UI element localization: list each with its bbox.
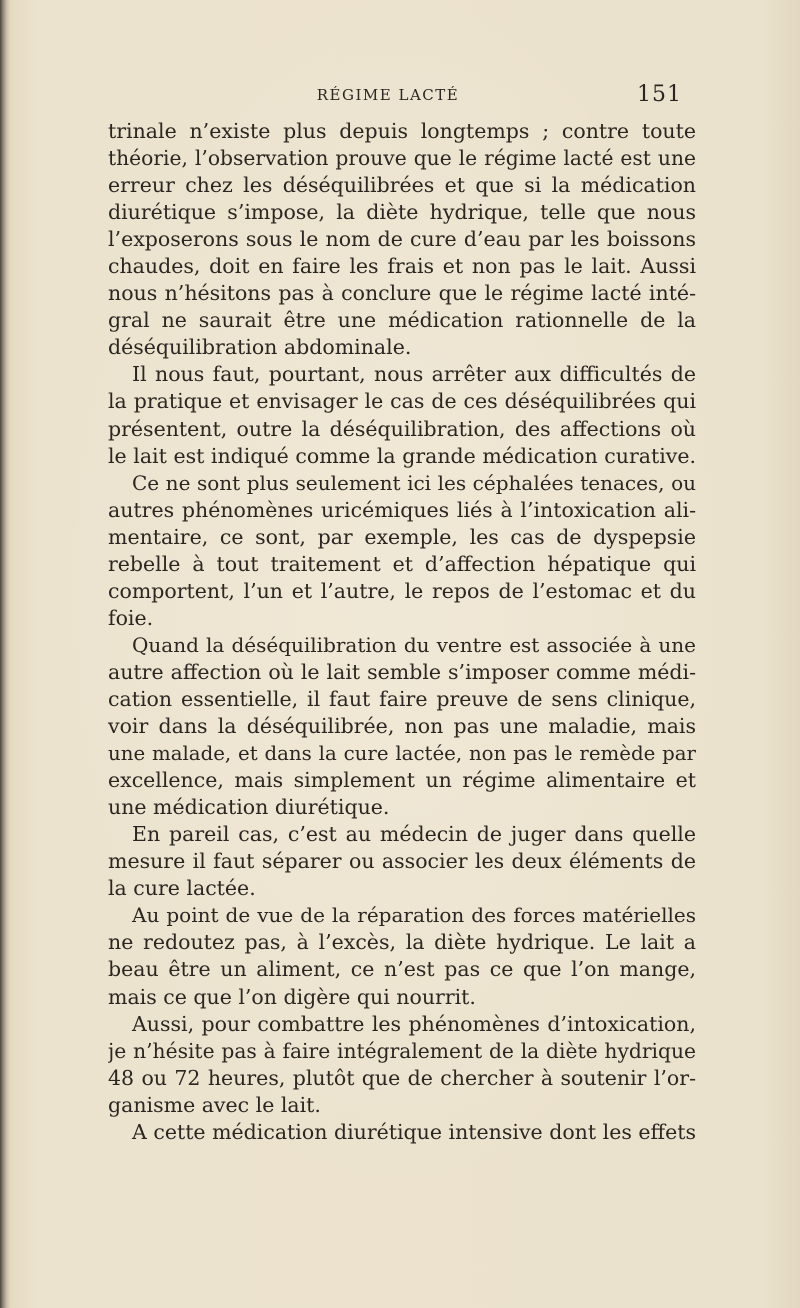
running-title: RÉGIME LACTÉ [316, 86, 460, 104]
text-line: nous n’hésitons pas à conclure que le régime lacté inté- [108, 281, 696, 306]
text-line: Il nous faut, pourtant, nous arrêter aux difficultés de [132, 362, 696, 387]
text-line: ne redoutez pas, à l’excès, la diète hydrique. Le lait a [108, 930, 696, 955]
text-line: une malade, et dans la cure lactée, non pas le remède par [108, 742, 696, 766]
text-line: Au point de vue de la réparation des forces matérielles [132, 903, 696, 928]
text-line: une médication diurétique. [108, 795, 390, 820]
text-line: voir dans la déséquilibrée, non pas une maladie, mais [108, 714, 696, 739]
text-line: comportent, l’un et l’autre, le repos de l’estomac et du [108, 578, 696, 603]
text-line: diurétique s’impose, la diète hydrique, telle que nous [108, 200, 696, 225]
text-line: A cette médication diurétique intensive dont les effets [132, 1119, 696, 1144]
text-line: foie. [108, 605, 154, 630]
text-line: la pratique et envisager le cas de ces déséquilibrées qui [108, 389, 696, 414]
text-line: ganisme avec le lait. [108, 1092, 321, 1117]
text-line: autres phénomènes uricémiques liés à l’intoxication ali- [108, 497, 696, 522]
text-line: Aussi, pour combattre les phénomènes d’intoxication, [132, 1011, 696, 1036]
text-line: gral ne saurait être une médication rationnelle de la [108, 308, 696, 333]
text-line: l’exposerons sous le nom de cure d’eau par les boissons [108, 227, 696, 252]
text-line: je n’hésite pas à faire intégralement de la diète hydrique [108, 1038, 696, 1063]
text-line: théorie, l’observation prouve que le régime lacté est une [108, 146, 696, 171]
text-line: autre affection où le lait semble s’imposer comme médi- [108, 659, 696, 684]
text-line: chaudes, doit en faire les frais et non pas le lait. Aussi [108, 254, 696, 279]
text-line: excellence, mais simplement un régime alimentaire et [108, 768, 696, 793]
text-line: le lait est indiqué comme la grande médication curative. [108, 443, 696, 468]
page-binding-edge [0, 0, 10, 1308]
text-line: mais ce que l’on digère qui nourrit. [108, 984, 476, 1009]
text-line: beau être un aliment, ce n’est pas ce que l’on mange, [108, 957, 696, 982]
text-line: En pareil cas, c’est au médecin de juger dans quelle [132, 822, 696, 847]
page-number: 151 [637, 82, 682, 107]
text-line: Ce ne sont plus seulement ici les céphalées tenaces, ou [132, 470, 696, 495]
text-line: Quand la déséquilibration du ventre est associée à une [132, 632, 696, 657]
text-line: cation essentielle, il faut faire preuve de sens clinique, [108, 686, 696, 711]
text-line: 48 ou 72 heures, plutôt que de chercher à soutenir l’or- [108, 1065, 696, 1090]
text-line: la cure lactée. [108, 876, 256, 901]
text-line: erreur chez les déséquilibrées et que si la médication [108, 173, 696, 198]
text-line: présentent, outre la déséquilibration, des affections où [108, 416, 696, 441]
text-line: déséquilibration abdominale. [108, 335, 412, 360]
text-line: mesure il faut séparer ou associer les deux éléments de [108, 849, 696, 874]
body-text [108, 118, 696, 1146]
text-line: mentaire, ce sont, par exemple, les cas de dyspepsie [108, 524, 696, 549]
text-line: trinale n’existe plus depuis longtemps ; contre toute [108, 119, 696, 143]
text-line: rebelle à tout traitement et d’affection hépatique qui [108, 551, 696, 576]
running-head [108, 82, 694, 108]
